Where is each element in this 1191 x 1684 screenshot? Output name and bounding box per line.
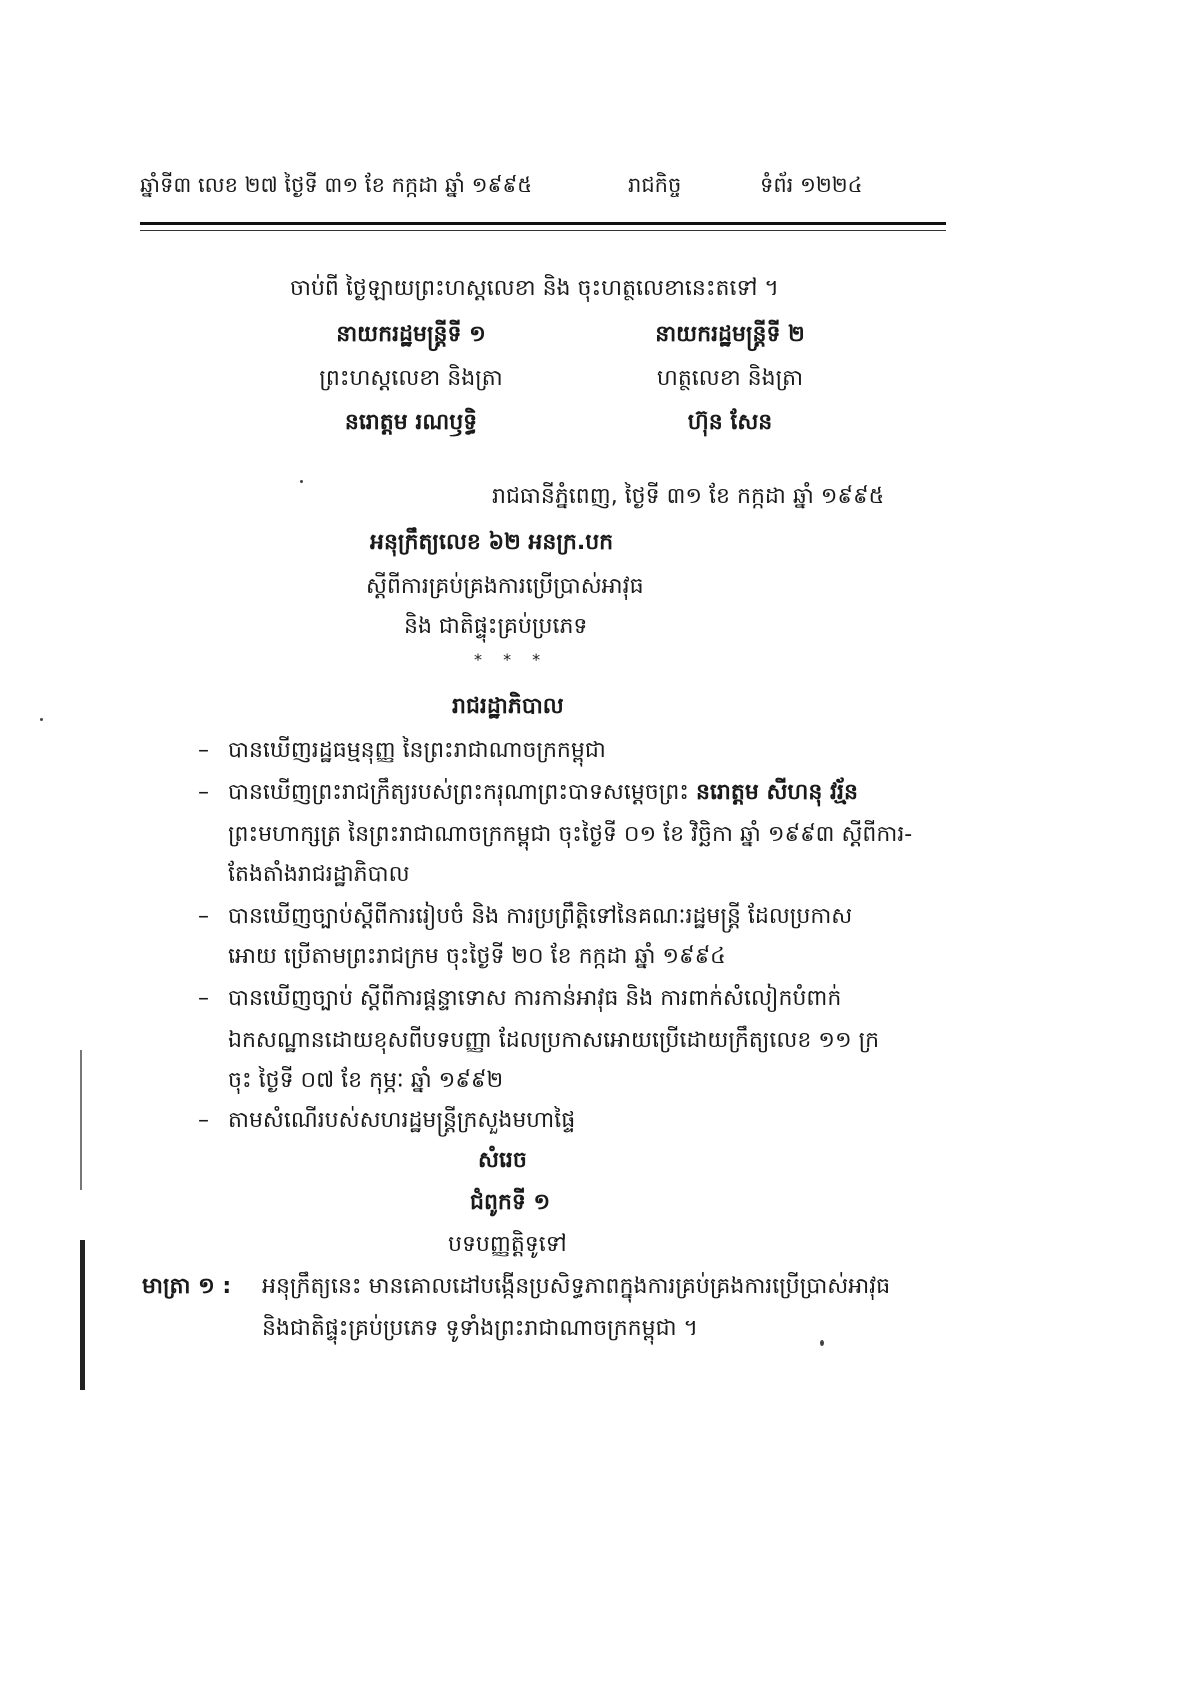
consideration-4-line-2: ឯកសណ្ឋានដោយខុសពីបទបញ្ញា ដែលប្រកាសអោយប្រើដោយក្រឹត្យលេខ ១១ ក្រ [228,1028,880,1053]
chapter-title: ជំពូកទី ១ [470,1190,551,1215]
consideration-3-line-1: បានឃើញច្បាប់ស្តីពីការរៀបចំ និង ការប្រព្រឹត្តិទៅនៃគណៈរដ្ឋមន្ត្រី ដែលប្រកាស [228,904,853,929]
article-1-label: មាត្រា ១ : [142,1274,232,1299]
intro-line: ចាប់ពី ថ្ងៃឡាយព្រះហស្តលេខា និង ចុះហត្ថលេខានេះតទៅ ។ [290,276,779,301]
signature-left-name: នរោត្តម រណឫទ្ធិ [344,410,478,435]
consideration-2-line-1 [228,780,858,806]
signature-right-title: នាយករដ្ឋមន្ត្រីទី ២ [655,322,805,347]
consideration-3-line-2: អោយ ប្រើតាមព្រះរាជក្រម ចុះថ្ងៃទី ២០ ខែ កក្កដា ឆ្នាំ ១៩៩៤ [228,944,726,969]
consideration-2-text: បានឃើញព្រះរាជក្រឹត្យរបស់ព្រះករុណាព្រះបាទសម្តេចព្រះ [228,780,689,805]
consideration-5: តាមសំណើរបស់សហរដ្ឋមន្ត្រីក្រសួងមហាផ្ទៃ [228,1108,576,1133]
consideration-2-line-3: តែងតាំងរាជរដ្ឋាភិបាល [228,862,410,887]
consideration-1-dash: – [198,738,209,763]
decree-subject-line-1: ស្តីពីការគ្រប់គ្រងការប្រើប្រាស់អាវុធ [366,574,644,599]
consideration-2-king-name: នរោត្តម សីហនុ វរ្ម័ន [695,780,858,805]
consideration-4-line-3: ចុះ ថ្ងៃទី ០៧ ខែ កុម្ភៈ ឆ្នាំ ១៩៩២ [228,1068,504,1093]
place-date: រាជធានីភ្នំពេញ, ថ្ងៃទី ៣១ ខែ កក្កដា ឆ្នាំ ១៩៩៥ [492,484,885,509]
binding-edge-mark [80,1240,85,1390]
chapter-subtitle: បទបញ្ញត្តិទូទៅ [448,1232,567,1257]
header-rule-thick [140,222,946,225]
header-gazette: រាជកិច្ច [628,173,682,197]
article-1-line-2: និងជាតិផ្ទុះគ្រប់ប្រភេទ ទូទាំងព្រះរាជាណាចក្រកម្ពុជា ។ [262,1316,699,1341]
consideration-5-dash: – [198,1108,209,1133]
authority-heading: រាជរដ្ឋាភិបាល [452,694,564,719]
consideration-4-dash: – [198,986,209,1011]
signature-right-sign: ហត្ថលេខា និងត្រា [656,366,804,391]
signature-right-name: ហ៊ុន សែន [687,410,773,435]
decree-subject-line-2: និង ជាតិផ្ទុះគ្រប់ប្រភេទ [404,614,588,639]
signature-left-title: នាយករដ្ឋមន្ត្រីទី ១ [336,322,486,347]
signature-left-sign: ព្រះហស្តលេខា និងត្រា [319,366,503,391]
decision-heading: សំរេច [478,1148,527,1173]
scan-speck [300,480,303,483]
consideration-1: បានឃើញរដ្ឋធម្មនុញ្ញ នៃព្រះរាជាណាចក្រកម្ពុជា [228,738,606,763]
consideration-4-line-1: បានឃើញច្បាប់ ស្តីពីការផ្តន្ទាទោស ការកាន់អាវុធ និង ការពាក់សំលៀកបំពាក់ [228,986,842,1011]
header-page-number: ទំព័រ ១២២៤ [760,173,863,197]
header-issue: ឆ្នាំទី៣ លេខ ២៧ ថ្ងៃទី ៣១ ខែ កក្កដា ឆ្នាំ ១៩៩៥ [140,173,533,197]
article-1-line-1: អនុក្រឹត្យនេះ មានគោលដៅបង្កើនប្រសិទ្ធភាពក្នុងការគ្រប់គ្រងការប្រើប្រាស់អាវុធ [262,1274,891,1299]
consideration-2-line-2: ព្រះមហាក្សត្រ នៃព្រះរាជាណាចក្រកម្ពុជា ចុះថ្ងៃទី ០១ ខែ វិច្ឆិកា ឆ្នាំ ១៩៩៣ ស្តីពីការ- [228,822,913,847]
decree-stars: * * * [474,650,549,669]
binding-edge-mark-thin [80,1050,82,1190]
header-rule-thin [140,230,946,231]
consideration-3-dash: – [198,904,209,929]
scan-speck [40,718,43,721]
consideration-2-dash: – [198,780,209,805]
scan-speck [820,1340,824,1346]
decree-number: អនុក្រឹត្យលេខ ៦២ អនក្រ.បក [370,530,614,555]
